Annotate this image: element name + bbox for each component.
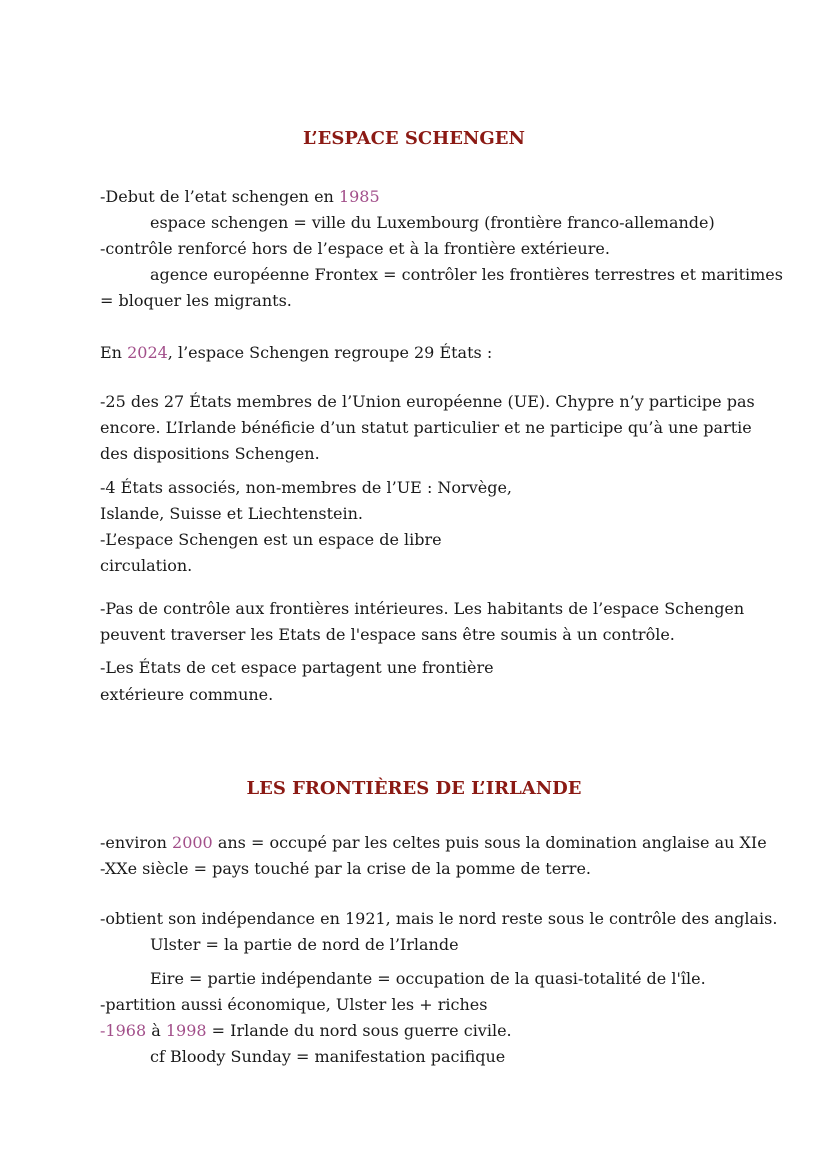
text-line: = bloquer les migrants. — [100, 291, 292, 310]
text-line: -Debut de l’etat schengen en 1985 — [100, 187, 380, 206]
text-line: -25 des 27 États membres de l’Union européenne (UE). Chypre n’y participe pas — [100, 392, 755, 411]
text-line: En 2024, l’espace Schengen regroupe 29 États : — [100, 343, 493, 362]
year-highlight: 1985 — [338, 187, 380, 206]
text-line: -environ 2000 ans = occupé par les celtes puis sous la domination anglaise au XIe — [100, 833, 767, 852]
text-line: Ulster = la partie de nord de l’Irlande — [150, 935, 459, 954]
text-line: circulation. — [100, 556, 193, 575]
text-line: -4 États associés, non-membres de l’UE : Norvège, — [100, 478, 512, 497]
text-line: encore. L’Irlande bénéficie d’un statut particulier et ne participe qu’à une partie — [100, 418, 752, 437]
text-line: -obtient son indépendance en 1921, mais le nord reste sous le contrôle des anglais. — [100, 909, 778, 928]
text-line: -Les États de cet espace partagent une frontière — [100, 658, 494, 677]
text-line: des dispositions Schengen. — [100, 444, 320, 463]
year-highlight: 2000 — [172, 833, 213, 852]
section-title-irlande: LES FRONTIÈRES DE L’IRLANDE — [246, 778, 582, 799]
year-highlight: 2024 — [127, 343, 168, 362]
year-highlight: 1998 — [165, 1021, 207, 1040]
text-line: -L’espace Schengen est un espace de libre — [100, 530, 442, 549]
text-line: peuvent traverser les Etats de l'espace sans être soumis à un contrôle. — [100, 625, 675, 644]
text-line: espace schengen = ville du Luxembourg (frontière franco-allemande) — [150, 213, 715, 232]
text-line: Islande, Suisse et Liechtenstein. — [100, 504, 364, 523]
text-line: cf Bloody Sunday = manifestation pacifique — [150, 1047, 506, 1066]
text-line: Eire = partie indépendante = occupation de la quasi-totalité de l'île. — [150, 969, 706, 988]
text-line: -1968 à 1998 = Irlande du nord sous guerre civile. — [100, 1021, 512, 1040]
text-line: -XXe siècle = pays touché par la crise de la pomme de terre. — [100, 859, 592, 878]
year-highlight: -1968 — [100, 1021, 147, 1040]
text-line: -contrôle renforcé hors de l’espace et à la frontière extérieure. — [100, 239, 610, 258]
section-title-schengen: L’ESPACE SCHENGEN — [303, 128, 525, 149]
text-line: -partition aussi économique, Ulster les + riches — [100, 995, 488, 1014]
text-line: -Pas de contrôle aux frontières intérieures. Les habitants de l’espace Schengen — [100, 599, 745, 618]
text-line: extérieure commune. — [100, 685, 274, 704]
text-line: agence européenne Frontex = contrôler les frontières terrestres et maritimes — [150, 265, 783, 284]
